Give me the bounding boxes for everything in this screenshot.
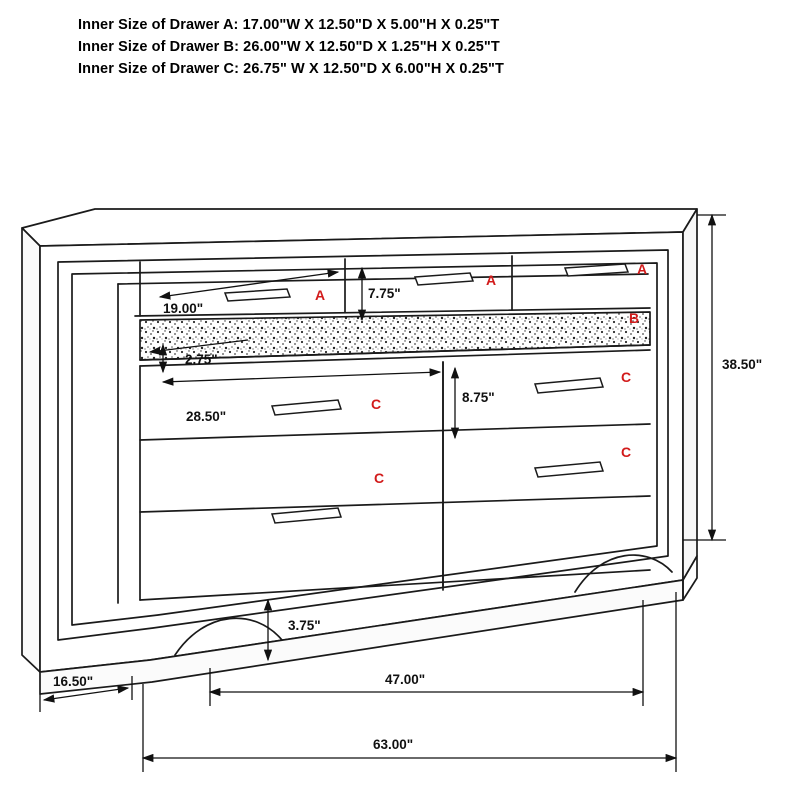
tag-drawer-c-lower-left: C: [374, 470, 385, 486]
spec-line-drawer-b: Inner Size of Drawer B: 26.00"W X 12.50"D X 1.25"H X 0.25"T: [78, 39, 500, 55]
dim-label-height-drawer-b: 2.75": [185, 352, 218, 367]
dim-label-overall-width: 63.00": [373, 737, 414, 752]
dim-label-width-drawer-c: 28.50": [186, 409, 227, 424]
tag-drawer-c-upper-left: C: [371, 396, 382, 412]
dim-label-depth: 16.50": [53, 674, 94, 689]
dim-label-base-clearance: 3.75": [288, 618, 321, 633]
tag-drawer-b-right: B: [629, 310, 640, 326]
dim-label-height-drawer-a: 7.75": [368, 286, 401, 301]
tag-drawer-c-upper-right: C: [621, 369, 632, 385]
dim-label-inner-width: 47.00": [385, 672, 426, 687]
dim-label-height-drawer-c: 8.75": [462, 390, 495, 405]
dim-label-width-drawer-a: 19.00": [163, 301, 204, 316]
spec-line-drawer-a: Inner Size of Drawer A: 17.00"W X 12.50"D X 5.00"H X 0.25"T: [78, 17, 500, 33]
tag-drawer-c-lower-right: C: [621, 444, 632, 460]
tag-drawer-a-right: A: [637, 261, 648, 277]
spec-line-drawer-c: Inner Size of Drawer C: 26.75" W X 12.50"D X 6.00"H X 0.25"T: [78, 61, 504, 77]
dim-label-overall-height: 38.50": [722, 357, 763, 372]
tag-drawer-a-left: A: [315, 287, 326, 303]
tag-drawer-a-center: A: [486, 272, 497, 288]
